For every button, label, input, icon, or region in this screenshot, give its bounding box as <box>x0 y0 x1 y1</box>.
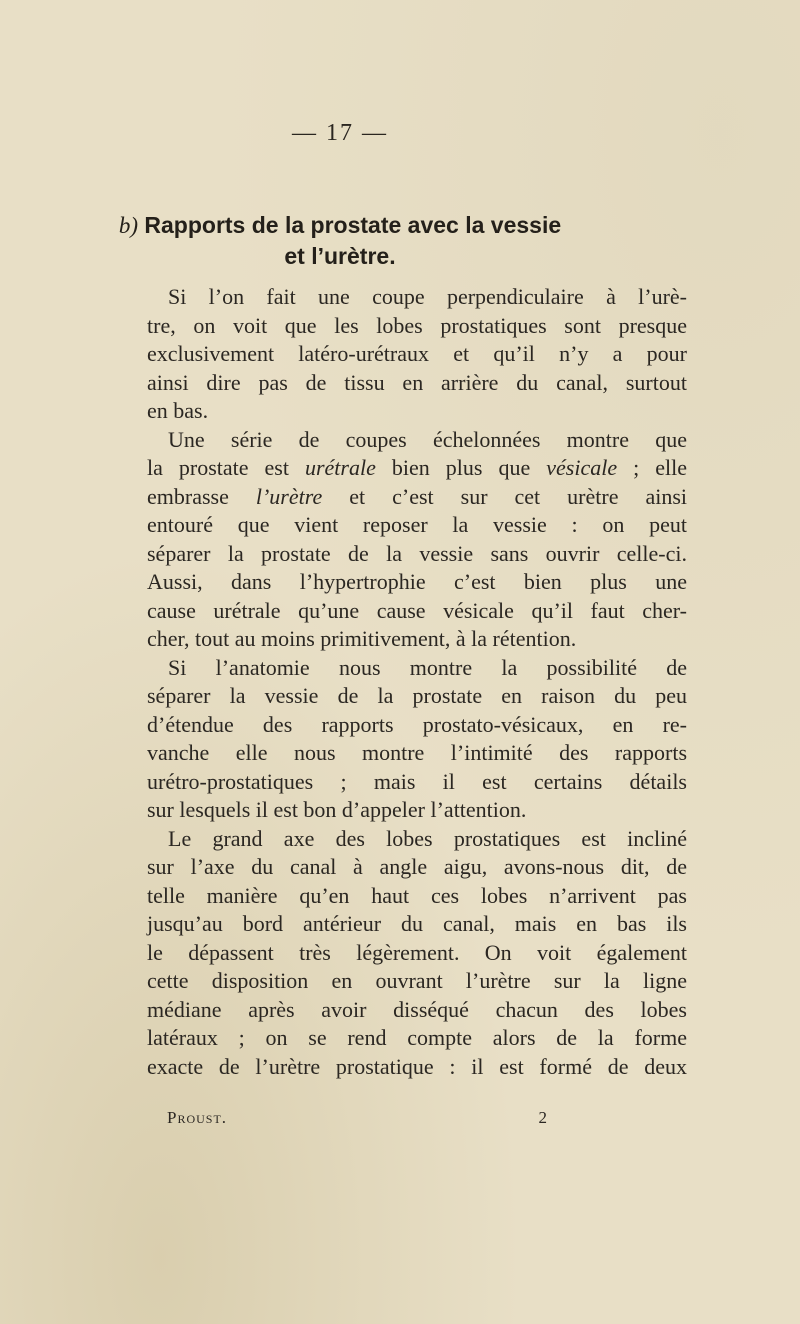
text-line: Si l’on fait une coupe perpendiculaire à l’urè- <box>168 284 687 309</box>
text-run: ; elle <box>617 455 687 480</box>
text-run: et c’est sur cet urètre ainsi <box>322 483 688 509</box>
body-text <box>147 283 687 1081</box>
heading-line-1 <box>0 210 680 241</box>
signature-mark: Proust. <box>167 1108 228 1127</box>
text-line: en bas. <box>147 398 209 423</box>
text-line: séparer la prostate de la vessie sans ouvrir celle-ci. <box>147 540 687 566</box>
text-line: cette disposition en ouvrant l’urètre sur la ligne <box>147 968 687 993</box>
text-line: exacte de l’urètre prostatique : il est formé de deux <box>147 1053 687 1079</box>
page-footer <box>167 1108 547 1128</box>
text-line <box>147 454 687 483</box>
heading-line-2: et l’urètre. <box>284 243 396 269</box>
text-line <box>147 483 687 512</box>
text-line: cher, tout au moins primitivement, à la rétention. <box>147 626 577 651</box>
text-line: séparer la vessie de la prostate en raison du peu <box>147 683 687 708</box>
italic-term: l’urètre <box>255 483 323 509</box>
text-line: tre, on voit que les lobes prostatiques sont presque <box>147 312 687 338</box>
text-line: Aussi, dans l’hypertrophie c’est bien plus une <box>147 569 687 594</box>
signature-number: 2 <box>538 1108 547 1127</box>
text-run: la prostate est <box>147 455 305 480</box>
text-line: telle manière qu’en haut ces lobes n’arrivent pas <box>147 882 687 908</box>
text-line: Si l’anatomie nous montre la possibilité de <box>168 654 687 680</box>
text-line: jusqu’au bord antérieur du canal, mais en bas ils <box>147 911 687 936</box>
text-line: médiane après avoir disséqué chacun des lobes <box>147 996 687 1022</box>
text-line: urétro-prostatiques ; mais il est certains détails <box>147 768 687 794</box>
heading-text-1: Rapports de la prostate avec la vessie <box>144 212 562 238</box>
italic-term: vésicale <box>546 455 618 480</box>
text-line: Le grand axe des lobes prostatiques est incliné <box>168 825 687 851</box>
section-heading <box>0 210 680 272</box>
page-number: — 17 — <box>292 120 388 146</box>
text-line: sur l’axe du canal à angle aigu, avons-nous dit, de <box>147 854 687 879</box>
text-line: sur lesquels il est bon d’appeler l’attention. <box>147 797 527 822</box>
text-line: cause urétrale qu’une cause vésicale qu’il faut cher- <box>147 597 687 623</box>
text-line: entouré que vient reposer la vessie : on peut <box>147 512 687 537</box>
text-line: Une série de coupes échelonnées montre que <box>168 426 687 452</box>
text-run: bien plus que <box>375 455 547 480</box>
text-line: vanche elle nous montre l’intimité des rapports <box>147 740 687 765</box>
text-run: embrasse <box>147 483 256 509</box>
text-line: le dépassent très légèrement. On voit également <box>147 939 687 965</box>
text-line: d’étendue des rapports prostato-vésicaux, en re- <box>147 711 687 737</box>
text-line: ainsi dire pas de tissu en arrière du canal, surtout <box>147 369 687 395</box>
heading-label: b) <box>118 213 138 238</box>
text-line: latéraux ; on se rend compte alors de la forme <box>147 1025 687 1050</box>
text-line: exclusivement latéro-urétraux et qu’il n’y a pour <box>147 341 687 366</box>
italic-term: urétrale <box>304 455 376 480</box>
